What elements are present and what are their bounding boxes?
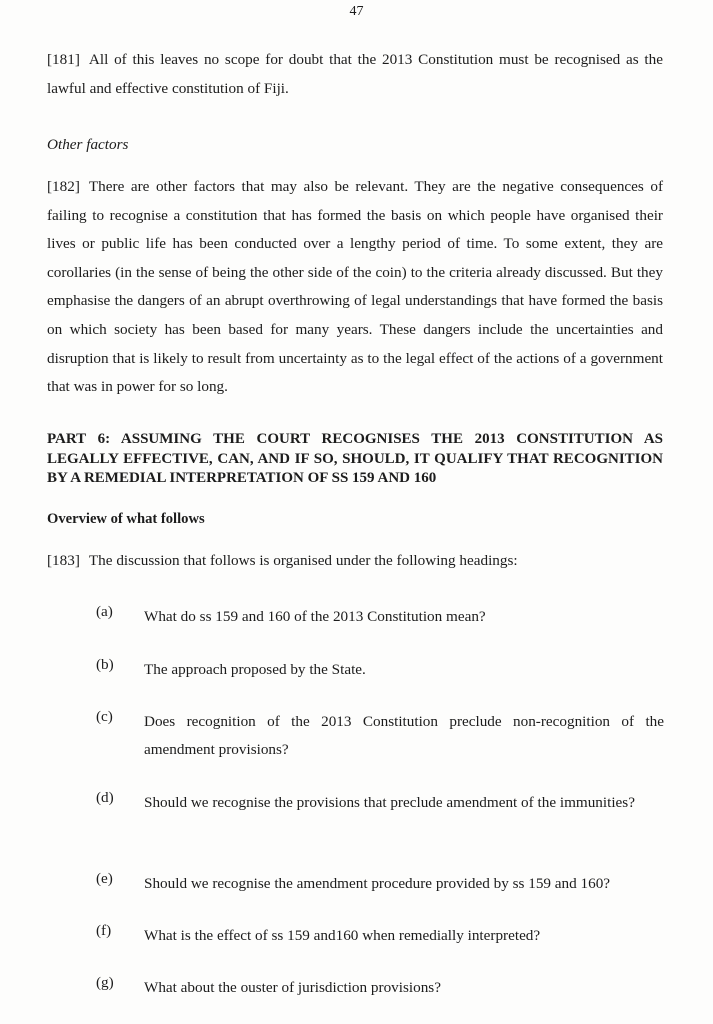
list-item xyxy=(96,870,664,898)
paragraph-182 xyxy=(47,173,663,402)
paragraph-183 xyxy=(47,547,663,576)
list-item xyxy=(96,656,664,684)
list-item xyxy=(96,789,664,817)
list-item-label: (g) xyxy=(96,974,114,991)
paragraph-text: All of this leaves no scope for doubt that the 2013 Constitution must be recognised as the lawful and effective constitution of Fiji. xyxy=(47,51,663,97)
paragraph-number: [182] xyxy=(47,178,80,195)
list-item-text: What is the effect of ss 159 and160 when remedially interpreted? xyxy=(144,927,541,944)
page-number: 47 xyxy=(349,4,364,19)
list-item-label: (e) xyxy=(96,870,113,887)
list-item-text: What do ss 159 and 160 of the 2013 Constitution mean? xyxy=(144,608,486,625)
list-item-text: The approach proposed by the State. xyxy=(144,661,366,678)
list-item-text: Should we recognise the amendment procedure provided by ss 159 and 160? xyxy=(144,875,611,892)
overview-heading: Overview of what follows xyxy=(47,511,205,527)
list-item-label: (a) xyxy=(96,603,113,620)
list-item xyxy=(96,708,664,764)
paragraph-181 xyxy=(47,46,663,103)
list-item-text: What about the ouster of jurisdiction provisions? xyxy=(144,979,441,996)
list-item xyxy=(96,922,664,950)
paragraph-text: There are other factors that may also be relevant. They are the negative consequences of failing to recognise a constitution that has formed the basis on which people have organised their lives or public life has been conducted over a lengthy period of time. To some extent, they are corollaries (in the sense of being the other side of the coin) to the criteria already discussed. But they emphasise the dangers of an abrupt overthrowing of legal understandings that have formed the basis on which society has been based for many years. These dangers include the uncertainties and disruption that is likely to result from uncertainty as to the legal effect of the actions of a government that was in power for so long. xyxy=(47,178,663,396)
list-item-label: (f) xyxy=(96,922,112,939)
list-item-label: (d) xyxy=(96,789,114,806)
list-item-label: (c) xyxy=(96,708,113,725)
section-heading-other-factors: Other factors xyxy=(47,136,129,153)
part-heading: PART 6: ASSUMING THE COURT RECOGNISES THE 2013 CONSTITUTION AS LEGALLY EFFECTIVE, CAN, AND IF SO, SHOULD, IT QUALIFY THAT RECOGNITION BY A REMEDIAL INTERPRETATION OF SS 159 AND 160 xyxy=(47,431,663,486)
list-item-label: (b) xyxy=(96,656,114,673)
paragraph-number: [181] xyxy=(47,51,80,68)
paragraph-text: The discussion that follows is organised under the following headings: xyxy=(88,552,518,569)
list-item-text: Does recognition of the 2013 Constitution preclude non-recognition of the amendment provisions? xyxy=(144,713,664,758)
list-item xyxy=(96,974,664,1002)
paragraph-number: [183] xyxy=(47,552,80,569)
list-item-text: Should we recognise the provisions that preclude amendment of the immunities? xyxy=(144,794,635,811)
list-item xyxy=(96,603,664,631)
